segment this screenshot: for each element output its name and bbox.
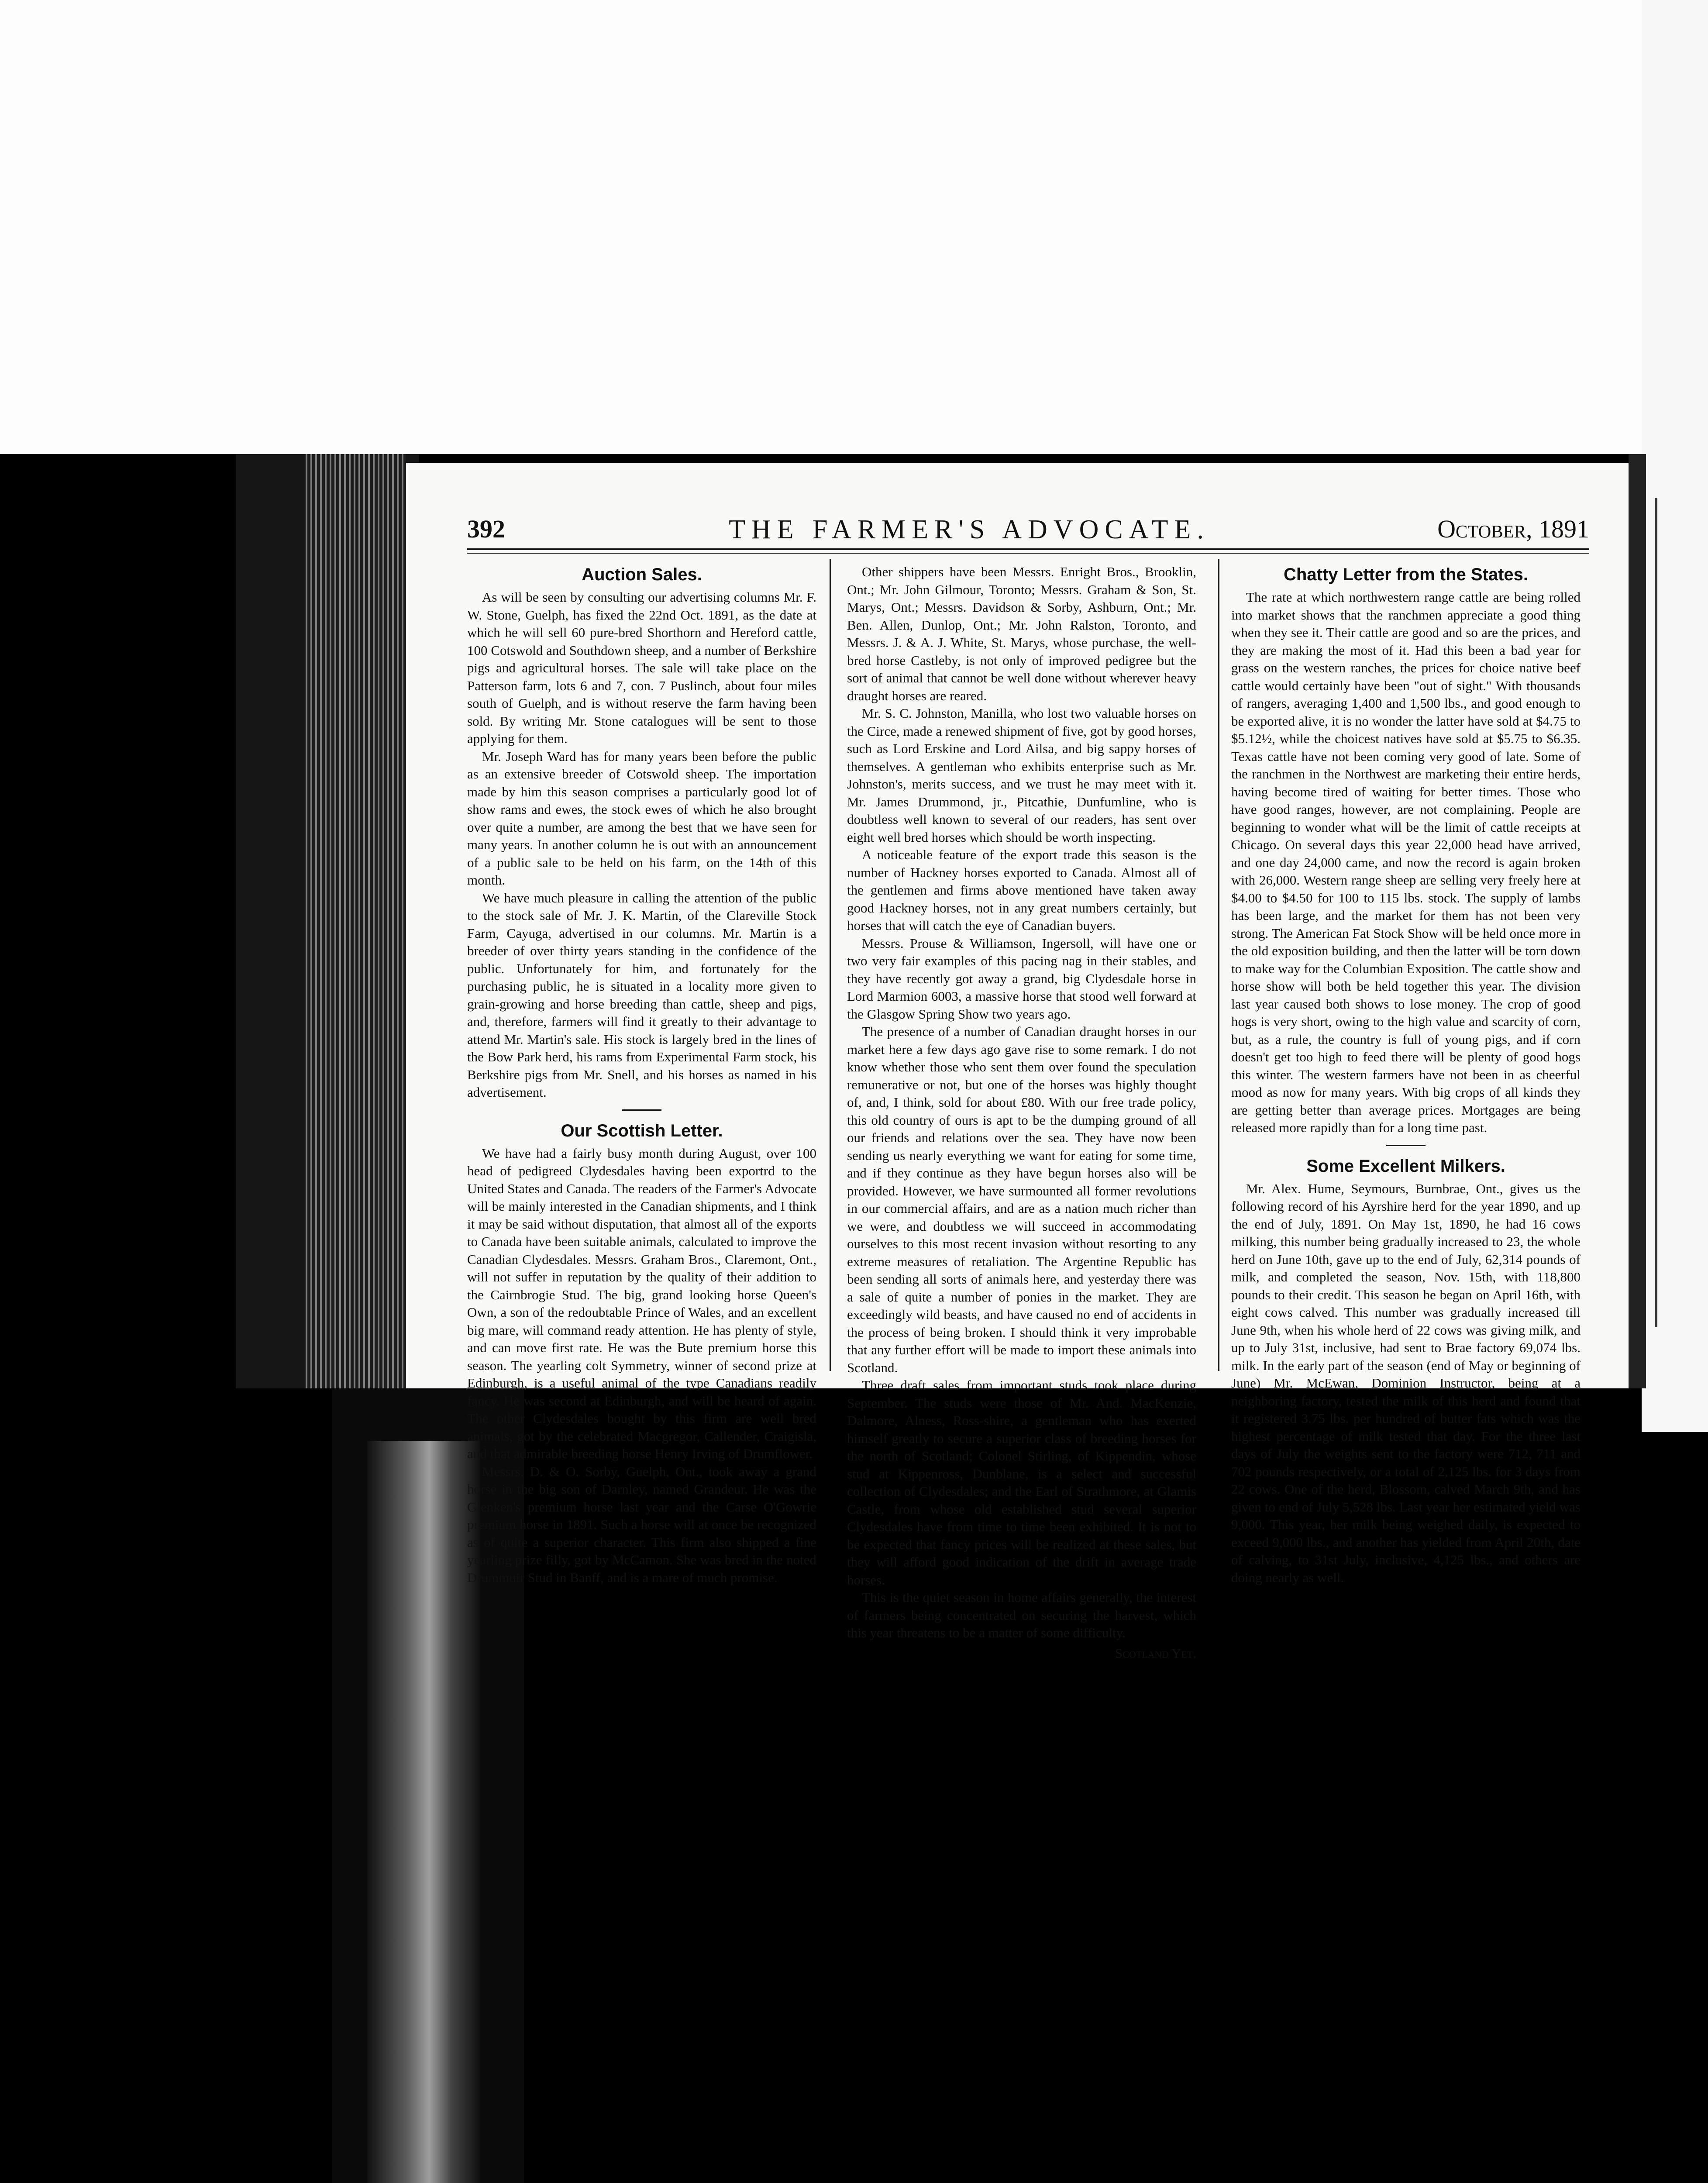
issue-date: October, 1891 (1437, 515, 1589, 543)
paragraph: The rate at which northwestern range cattle are being rolled into market shows that the ranchmen appreciate a good thing when they see it. Their cattle are good and so are the prices, and they are making the most of it. Had this been a bad year for grass on the western ranches, the prices for choice native beef cattle would certainly have been "out of sight." With thousands of rangers, averaging 1,400 and 1,500 lbs., and good enough to be exported alive, it is no wonder the latter have sold at $4.75 to $5.12½, while the choicest natives have sold at $5.75 to $6.35. Texas cattle have not been coming very good of late. Some of the ranchmen in the Northwest are marketing their entire herds, having become tired of waiting for better times. Those who have good ranges, however, are not complaining. People are beginning to wonder what will be the limit of cattle receipts at Chicago. On several days this year 22,000 head have arrived, and one day 24,000 came, and now the record is again broken with 26,000. Western range sheep are selling very freely here at $4.00 to $4.50 for 100 to 115 lbs. stock. The supply of lambs has been large, and the market for them has not been very strong. The American Fat Stock Show will be held once more in the old exposition building, and then the latter will be torn down to make way for the Columbian Exposition. The cattle show and horse show will both be held together this year. The division last year caused both shows to lose money. The crop of good hogs is very short, owing to the high value and scarcity of corn, but, as a rule, the country is full of young pigs, and if corn doesn't get too high to feed there will be plenty of good hogs this winter. The western farmers have not been in as cheerful mood as now for many years. With big crops of all kinds they are getting better than average prices. Mortgages are being released more rapidly than for a long time past. (1231, 589, 1581, 1135)
paragraph: Messrs. Prouse & Williamson, Ingersoll, will have one or two very fair examples of this pacing nag in their stables, and they have recently got away a grand, big Clydesdale horse in Lord Marmion 6003, a massive horse that stood well forward at the Glasgow Spring Show two years ago. (847, 935, 1196, 1022)
paragraph: Mr. Alex. Hume, Seymours, Burnbrae, Ont., gives us the following record of his Ayrshire herd for the year 1890, and up the end of July, 1891. On May 1st, 1890, he had 16 cows milking, this number being gradually increased to 23, the whole herd on June 10th, gave up to the end of July, 62,314 pounds of milk, and completed the season, Nov. 15th, with 118,800 pounds to their credit. This season he began on April 16th, with eight cows calved. This number was gradually increased till June 9th, when his whole herd of 22 cows was giving milk, and up to July 31st, inclusive, had sent to Brae factory 69,074 lbs. milk. In the early part of the season (end of May or beginning of June) Mr. McEwan, Dominion Instructor, being at a neighboring factory, tested the milk of this herd and found that it registered 3.75 lbs. per hundred of butter fats which was the highest percentage of milk tested that day. For the three last days of July the weights sent to the factory were 712, 711 and 702 pounds respectively, or a total of 2,125 lbs. for 3 days from 22 cows. One of the herd, Blossom, calved March 9th, and has given to end of July 5,528 lbs. Last year her estimated yield was 9,000. This year, her milk being weighed daily, is expected to exceed 9,000 lbs., and another has yielded from April 20th, date of calving, to 31st July, inclusive, 4,125 lbs., and others are doing nearly as well. (1231, 1181, 1581, 1585)
paragraph: Mr. S. C. Johnston, Manilla, who lost two valuable horses on the Circe, made a renewed shipment of five, got by good horses, such as Lord Erskine and Lord Ailsa, and big sappy horses of themselves. A gentleman who exhibits enterprise such as Mr. Johnston's, merits success, and we trust he may meet with it. Mr. James Drummond, jr., Pitcathie, Dunfumline, who is doubtless well known to several of our readers, has sent over eight well bred horses which should be worth inspecting. (847, 706, 1196, 845)
section-divider (1386, 1145, 1426, 1146)
book-spine-highlight (367, 1441, 480, 2183)
page-number: 392 (467, 515, 505, 543)
paragraph: Mr. Joseph Ward has for many years been before the public as an extensive breeder of Cotswold sheep. The importation made by him this season comprises a particularly good lot of show rams and ewes, the stock ewes of which he also brought over quite a number, are among the best that we have seen for many years. In another column he is out with an announcement of a public sale to be held on his farm, on the 14th of this month. (467, 748, 816, 888)
section-divider (622, 1109, 661, 1111)
column-rule (830, 559, 831, 1371)
paragraph: A noticeable feature of the export trade this season is the number of Hackney horses exported to Canada. Almost all of the gentlemen and firms above mentioned have taken away good Hackney horses, not in any great numbers certainly, but horses that will catch the eye of Canadian buyers. (847, 847, 1196, 933)
paragraph: The presence of a number of Canadian draught horses in our market here a few days ago gave rise to some remark. I do not know whether those who sent them over found the speculation remunerative or not, but one of the horses was highly thought of, and, I think, sold for about £80. With our free trade policy, this old country of ours is apt to be the dumping ground of all our friends and relations over the sea. They have now been sending us nearly everything we want for eating for some time, and if they continue as they have begun horses also will be provided. However, we have surmounted all former revolutions in our commercial affairs, and are as a nation much richer than we were, and doubtless we will succeed in accommodating ourselves to this most recent invasion without resorting to any extreme measures of retaliation. The Argentine Republic has been sending all sorts of animals here, and yesterday there was a sale of quite a number of ponies in the market. They are exceedingly wild beasts, and have caused no end of accidents in the process of being broken. I should think it very improbable that any further effort will be made to import these animals into Scotland. (847, 1024, 1196, 1375)
article-heading-chatty-letter: Chatty Letter from the States. (1283, 565, 1529, 584)
letter-signature: Scotland Yet. (1115, 1645, 1196, 1661)
scan-background-top (0, 0, 1708, 454)
scan-background-right (1642, 0, 1708, 1432)
header-rule (467, 548, 1589, 550)
paragraph: Three draft sales from important studs took place during September. The studs were those of Mr. And. MacKenzie, Dalmore, Alness, Ross-shire, a gentleman who has exerted himself greatly to secure a superior class of breeding horses for the north of Scotland; Colonel Stirling, of Kippendin, whose stud at Kippenross, Dunblane, is a select and successful collection of Clydesdales; and the Earl of Strathmore, at Glamis Castle, from whose old established stud several superior Clydesdales have from time to time been exhibited. It is not to be expected that fancy prices will be realized at these sales, but they will afford good indication of the drift in average trade horses. (847, 1377, 1196, 1587)
article-heading-auction-sales: Auction Sales. (582, 565, 702, 584)
facing-page-edge (1655, 498, 1657, 1327)
paragraph: Other shippers have been Messrs. Enright Bros., Brooklin, Ont.; Mr. John Gilmour, Toronto; Messrs. Graham & Son, St. Marys, Ont.; Messrs. Davidson & Sorby, Ashburn, Ont.; Mr. Ben. Allen, Dunlop, Ont.; Mr. John Ralston, Toronto, and Messrs. J. & A. J. White, St. Marys, whose purchase, the well-bred horse Castleby, is not only of improved pedigree but the sort of animal that cannot be well done without wherever heavy draught horses are reared. (847, 564, 1196, 703)
paragraph: As will be seen by consulting our advertising columns Mr. F. W. Stone, Guelph, has fixed the 22nd Oct. 1891, as the date at which he will sell 60 pure-bred Shorthorn and Hereford cattle, 100 Cotswold and Southdown sheep, and a number of Berkshire pigs and agricultural horses. The sale will take place on the Patterson farm, lots 6 and 7, con. 7 Puslinch, about four miles south of Guelph, and is without reserve the farm having been sold. By writing Mr. Stone catalogues will be sent to those applying for them. (467, 589, 816, 746)
paragraph: We have had a fairly busy month during August, over 100 head of pedigreed Clydesdales having been exportrd to the United States and Canada. The readers of the Farmer's Advocate will be mainly interested in the Canadian shipments, and I think it may be said without disputation, that almost all of the exports to Canada have been suitable animals, calculated to improve the Canadian Clydesdales. Messrs. Graham Bros., Claremont, Ont., will not suffer in reputation by the quality of their addition to the Cairnbrogie Stud. The big, grand looking horse Queen's Own, a son of the redoubtable Prince of Wales, and an excellent big mare, will command ready attention. He has plenty of style, and can move first rate. He was the Bute premium horse this season. The yearling colt Symmetry, winner of second prize at Edinburgh, is a useful animal of the type Canadians readily fancy. He was second at Edinburgh, and will be heard of again. The other Clydesdales bought by this firm are well bred animals, got by the celebrated Macgregor, Callender, Craigisla, and that admirable breeding horse Henry Irving of Drumflower. (467, 1145, 816, 1461)
newspaper-page (406, 463, 1629, 1661)
article-heading-scottish-letter: Our Scottish Letter. (561, 1121, 723, 1140)
column-2 (847, 563, 1196, 1662)
column-rule (1218, 559, 1219, 1371)
paragraph: This is the quiet season in home affairs generally, the interest of farmers being concentrated on securing the harvest, which this year threatens to be a matter of some difficulty. (847, 1590, 1196, 1640)
paragraph: Messrs. D. & O. Sorby, Guelph, Ont., took away a grand horse in the big son of Darnley, named Grandeur. He was the Glenken's premium horse last year and the Carse O'Gowrie premium horse in 1891. Such a horse will at once be recognized as of quite a superior character. This firm also shipped a fine yearling prize filly, got by McCamon. She was bred in the noted Drummuir Stud in Banff, and is a mare of much promise. (467, 1463, 816, 1585)
article-heading-excellent-milkers: Some Excellent Milkers. (1306, 1156, 1505, 1176)
column-1 (467, 563, 816, 1587)
book-page-edge-lines (306, 454, 406, 1388)
paragraph: We have much pleasure in calling the attention of the public to the stock sale of Mr. J. K. Martin, of the Clareville Stock Farm, Cayuga, advertised in our columns. Mr. Martin is a breeder of over thirty years standing in the confidence of the public. Unfortunately for him, and fortunately for the purchasing public, he is situated in a locality more given to grain-growing and horse breeding than cattle, sheep and pigs, and, therefore, farmers will find it greatly to their advantage to attend Mr. Martin's sale. His stock is largely bred in the lines of the Bow Park herd, his rams from Experimental Farm stock, his Berkshire pigs from Mr. Snell, and his horses as named in his advertisement. (467, 890, 816, 1100)
column-3 (1231, 563, 1581, 1587)
page-shadow (1629, 454, 1646, 1388)
masthead-title: THE FARMER'S ADVOCATE. (729, 515, 1210, 544)
header-rule-thin (467, 553, 1589, 554)
